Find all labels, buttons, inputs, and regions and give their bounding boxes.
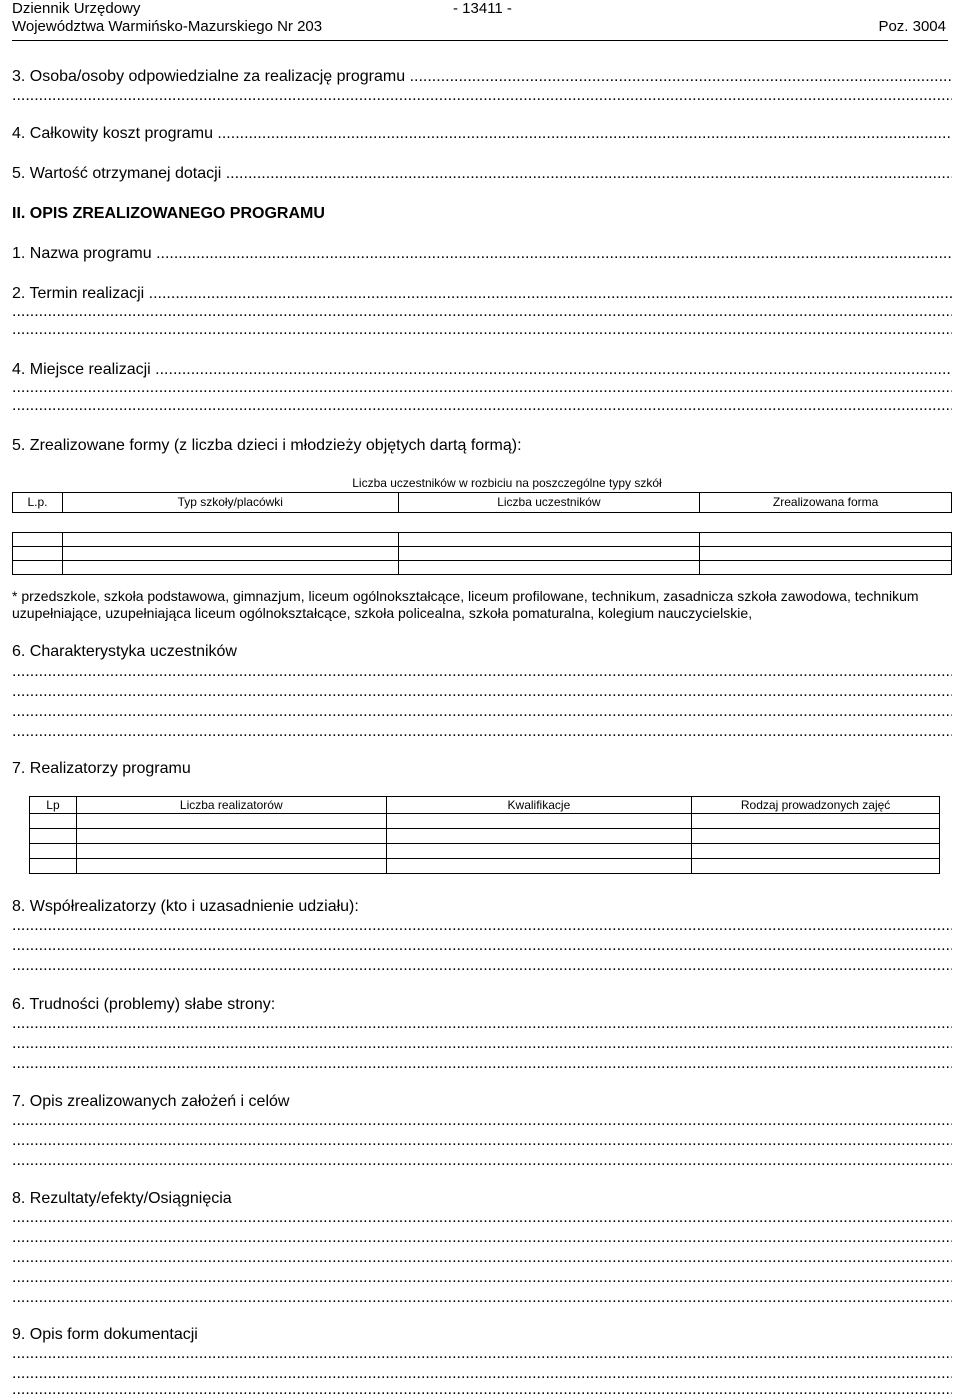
table-row (13, 532, 952, 546)
dotted-line (12, 1014, 952, 1034)
dotted-line (12, 302, 952, 322)
section-9-heading: 9. Opis form dokumentacji (12, 1326, 198, 1343)
dotted-line (12, 1380, 952, 1400)
col-lp: Lp (30, 797, 77, 814)
field-place: 4. Miejsce realizacji ..... (12, 360, 952, 380)
field-total-cost: 4. Całkowity koszt programu ..... (12, 124, 952, 144)
field-program-name: 1. Nazwa programu ..... (12, 244, 952, 264)
dotted-line (12, 1208, 952, 1228)
field-term: 2. Termin realizacji ..... (12, 284, 952, 304)
col-participants: Liczba uczestników (398, 492, 700, 512)
dotted-line (12, 682, 952, 702)
staff-table (29, 796, 940, 874)
dotted-line (12, 1228, 952, 1248)
dotted-line (12, 1248, 952, 1268)
table-row (30, 829, 940, 844)
dotted-line (12, 1034, 952, 1054)
section-7-heading: 7. Realizatorzy programu (12, 760, 191, 777)
section-7b-heading: 7. Opis zrealizowanych założeń i celów (12, 1093, 290, 1110)
page-header (12, 0, 948, 41)
field-responsible: 3. Osoba/osoby odpowiedzialne za realizację programu ..... (12, 67, 952, 87)
col-activity-type: Rodzaj prowadzonych zajęć (692, 797, 940, 814)
table-row (30, 859, 940, 874)
dotted-line (12, 936, 952, 956)
section-6b-heading: 6. Trudności (problemy) słabe strony: (12, 996, 276, 1013)
dotted-line (12, 378, 952, 398)
journal-title: Dziennik Urzędowy (12, 0, 141, 17)
dotted-line (12, 1131, 952, 1151)
dotted-line (12, 396, 952, 416)
dotted-line (12, 662, 952, 682)
dotted-line (12, 916, 952, 936)
dotted-line (12, 1268, 952, 1288)
col-staff-count: Liczba realizatorów (76, 797, 386, 814)
journal-subtitle: Województwa Warmińsko-Mazurskiego Nr 203 (12, 18, 323, 35)
table-group-header: Liczba uczestników w rozbiciu na poszczególne typy szkół (352, 475, 662, 490)
participants-table (12, 474, 952, 575)
table-row (30, 844, 940, 859)
col-form: Zrealizowana forma (700, 492, 952, 512)
dotted-line (12, 1151, 952, 1171)
dotted-line (12, 722, 952, 742)
dotted-line (12, 1344, 952, 1364)
dotted-line (12, 320, 952, 340)
table-row (13, 546, 952, 560)
dotted-line (12, 86, 952, 106)
dotted-line (12, 956, 952, 976)
section-title: II. OPIS ZREALIZOWANEGO PROGRAMU (12, 205, 325, 222)
school-types-footnote: * przedszkole, szkoła podstawowa, gimnazjum, liceum ogólnokształcące, liceum profilowane, technikum, zasadnicza szkoła zawodowa, technikum uzupełniające, uzupełniająca liceum ogólnokształcące, szkoła policealna, szkoła pomaturalna, kolegium nauczycielskie, (12, 588, 919, 621)
field-grant-value: 5. Wartość otrzymanej dotacji ..... (12, 164, 952, 184)
dotted-line (12, 1111, 952, 1131)
col-lp: L.p. (13, 492, 63, 512)
col-qualifications: Kwalifikacje (386, 797, 692, 814)
table-row (13, 560, 952, 574)
forms-heading: 5. Zrealizowane formy (z liczba dzieci i młodzieży objętych dartą formą): (12, 437, 522, 454)
section-6-heading: 6. Charakterystyka uczestników (12, 643, 237, 660)
position-number: Poz. 3004 (878, 18, 946, 35)
dotted-line (12, 1288, 952, 1308)
section-8-heading: 8. Współrealizatorzy (kto i uzasadnienie udziału): (12, 898, 359, 915)
table-row (30, 814, 940, 829)
page-number: - 13411 - (453, 0, 512, 17)
section-8b-heading: 8. Rezultaty/efekty/Osiągnięcia (12, 1190, 232, 1207)
dotted-line (12, 1054, 952, 1074)
dotted-line (12, 702, 952, 722)
col-school-type: Typ szkoły/placówki (62, 492, 398, 512)
